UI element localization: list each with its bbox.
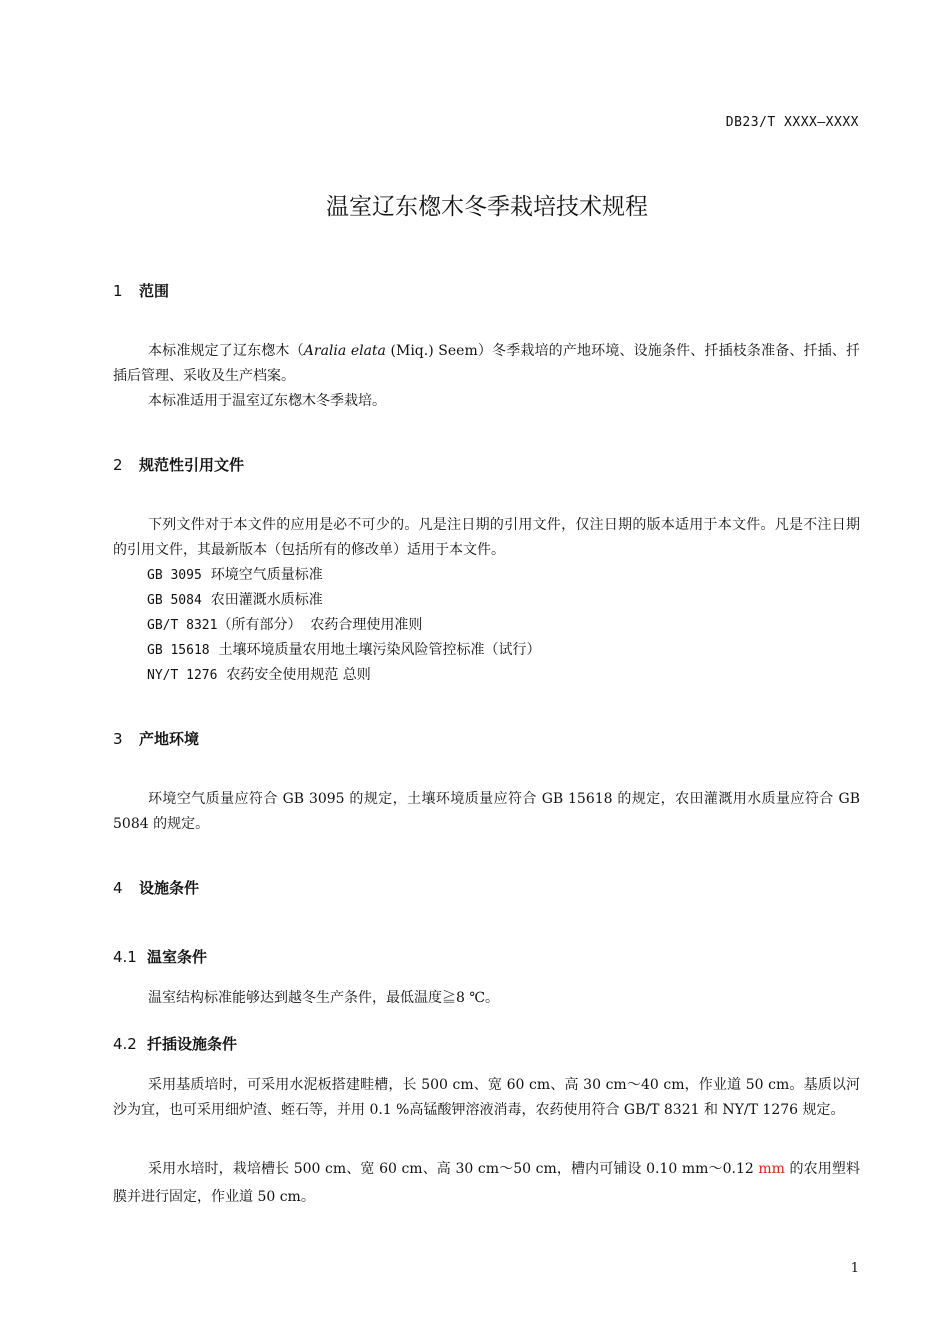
reference-item [147,563,323,588]
section-title: 扦插设施条件 [147,1035,238,1053]
section-number: 1 [113,282,123,300]
reference-item [147,663,371,688]
latin-name: Aralia elata [303,343,386,359]
section-4-heading [113,877,199,898]
reference-code: NY/T 1276 [147,668,218,683]
section-title: 范围 [139,282,170,300]
reference-name: 农田灌溉水质标准 [210,592,323,608]
section-4-1-heading [113,946,207,967]
section-number: 4.2 [113,1035,137,1053]
section-title: 设施条件 [139,879,200,897]
reference-item [147,638,541,663]
section-4-2-paragraph-1: 采用基质培时，可采用水泥板搭建畦槽，长 500 cm、宽 60 cm、高 30 cm～40 cm，作业道 50 cm。基质以河沙为宜，也可采用细炉渣、蛭石等，并用 0.1 %高锰酸钾溶液消毒，农药使用符合 GB/T 8321 和 NY/T 1276 规定。 [113,1077,860,1118]
reference-code: GB 5084 [147,593,202,608]
document-title: 温室辽东楤木冬季栽培技术规程 [326,194,648,220]
section-1-heading [113,280,169,301]
section-3-paragraph-1: 环境空气质量应符合 GB 3095 的规定，土壤环境质量应符合 GB 15618 的规定，农田灌溉用水质量应符合 GB 5084 的规定。 [113,791,860,832]
section-1-paragraph-1 [113,339,860,389]
text-run: 采用水培时，栽培槽长 500 cm、宽 60 cm、高 30 cm～50 cm，槽内可铺设 0.10 mm～0.12 [148,1161,759,1177]
section-4-2-heading [113,1033,237,1054]
text-run: (Miq.) Seem）冬季栽培的产地环境、设施条件、扦插枝条准备、扦插、扦插后管理、采收及生产档案。 [113,343,861,384]
reference-item [147,613,422,638]
section-2-intro: 下列文件对于本文件的应用是必不可少的。凡是注日期的引用文件，仅注日期的版本适用于本文件。凡是不注日期的引用文件，其最新版本（包括所有的修改单）适用于本文件。 [113,517,860,558]
section-number: 3 [113,730,123,748]
reference-code: GB 3095 [147,568,202,583]
reference-name: 农药安全使用规范 总则 [226,667,371,683]
reference-code: GB/T 8321 [147,618,218,633]
reference-name: （所有部分） 农药合理使用准则 [217,617,423,633]
reference-name: 环境空气质量标准 [210,567,323,583]
reference-name: 土壤环境质量农用地土壤污染风险管控标准（试行） [218,642,541,658]
text-run: 本标准规定了辽东楤木（ [148,343,304,359]
text-run: 的农用塑料膜并进行固定，作业道 50 cm。 [113,1161,860,1205]
standard-code: DB23/T XXXX—XXXX [725,115,859,130]
section-1-paragraph-2: 本标准适用于温室辽东楤木冬季栽培。 [148,393,386,409]
section-title: 规范性引用文件 [139,456,245,474]
section-2-heading [113,454,244,475]
page-number: 1 [850,1261,859,1276]
section-3-heading [113,728,199,749]
section-number: 4.1 [113,948,137,966]
reference-code: GB 15618 [147,643,210,658]
section-number: 2 [113,456,123,474]
section-title: 产地环境 [139,730,200,748]
highlighted-unit: mm [758,1161,785,1177]
section-4-2-paragraph-2 [113,1155,860,1211]
reference-item [147,588,323,613]
section-4-1-paragraph-1: 温室结构标准能够达到越冬生产条件，最低温度≧8 ℃。 [148,990,500,1006]
section-number: 4 [113,879,123,897]
section-title: 温室条件 [147,948,208,966]
